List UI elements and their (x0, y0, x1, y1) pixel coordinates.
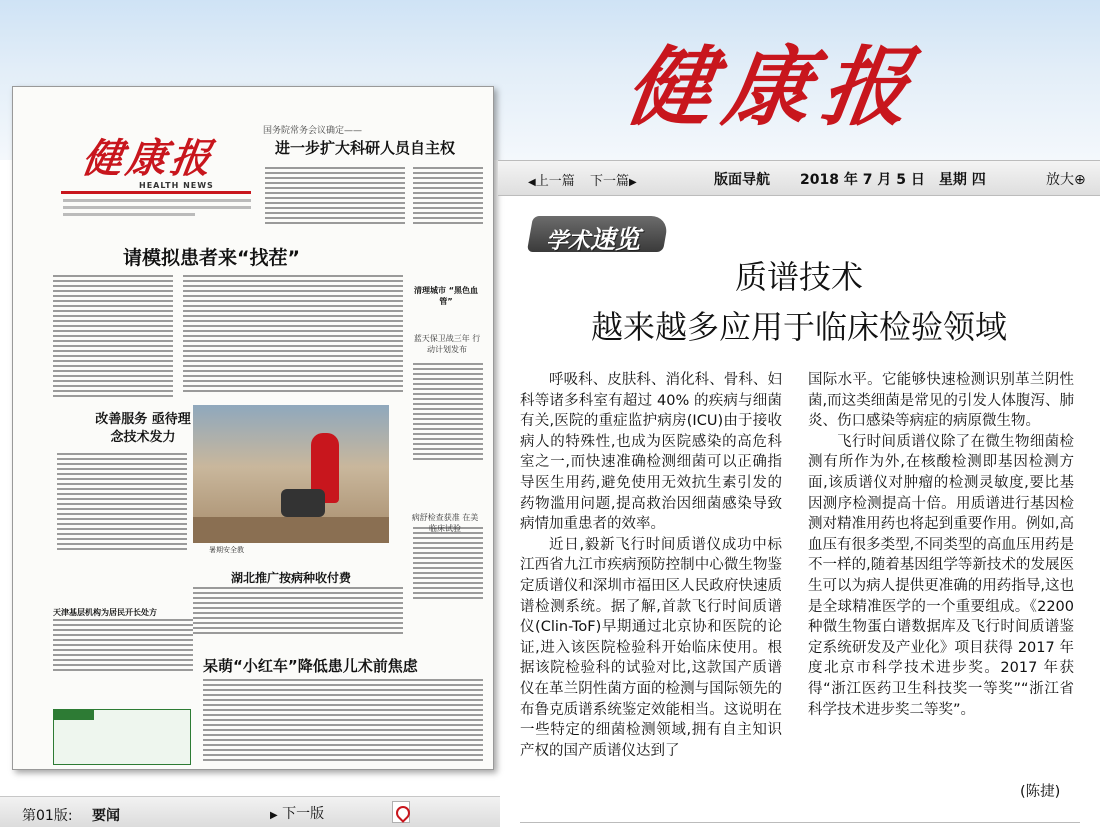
thumbnail-subtitle: HEALTH NEWS (139, 181, 214, 190)
article-byline: (陈捷) (1020, 784, 1061, 800)
thumbnail-photo-caption: 暑期安全教 (209, 546, 244, 554)
article-paragraph: 近日,毅新飞行时间质谱仪成功中标江西省九江市疾病预防控制中心微生物鉴定质谱仪和深圳市福田区人民政府快速质谱检测系统。据了解,首款飞行时间质谱仪(Clin-ToF)早期通过北京协和医院的论证,进入该医院检验科开始临床使用。根据该院检验科的试验对比,这款国产质谱仪在革兰阴性菌方面的检测与国际领先的布鲁克质谱系统鉴定效能相当。这说明在一些特定的细菌检测领域,拥有自主知识产权的国产质谱仪达到了 (520, 536, 782, 759)
thumbnail-text-block (183, 275, 403, 395)
thumbnail-side-headline[interactable]: 病舒检查获准 在美临床试验 (411, 513, 479, 533)
thumbnail-headline-top[interactable]: 进一步扩大科研人员自主权 (275, 139, 456, 157)
pdf-icon[interactable] (392, 801, 410, 823)
zoom-icon: ⊕ (1074, 172, 1086, 188)
thumbnail-red-bar (61, 191, 251, 194)
thumbnail-text-block (57, 453, 187, 553)
article-column-right (808, 370, 1074, 790)
article-title-line2: 越来越多应用于临床检验领域 (590, 308, 1007, 346)
edition-label: 第01版: (22, 808, 73, 824)
thumbnail-side-headline[interactable]: 蓝天保卫战三年 行动计划发布 (413, 334, 481, 354)
article-paragraph: 呼吸科、皮肤科、消化科、骨科、妇科等诸多科室有超过 40% 的疾病与细菌有关,医院的重症监护病房(ICU)由于接收病人的特殊性,也成为医院感染的高危科室之一,而快速准确检测细菌可以正确指导医生用药,避免使用无效抗生素引发的药物滥用问题,提高救治因细菌感染导致病情加重患者的效率。 (520, 372, 782, 533)
thumbnail-text-block (53, 275, 173, 400)
zoom-label: 放大 (1046, 172, 1074, 188)
bottom-divider (520, 822, 1080, 823)
thumbnail-ad-box (53, 709, 191, 765)
thumbnail-headline-bottom[interactable]: 呆萌“小红车”降低患儿术前焦虑 (203, 657, 418, 675)
thumbnail-text-block (413, 167, 483, 227)
newspaper-page-thumbnail[interactable] (12, 86, 494, 770)
next-edition-link[interactable] (270, 803, 324, 823)
article-title-line1: 质谱技术 (734, 258, 863, 296)
thumbnail-text-block (53, 619, 193, 674)
thumbnail-text-block (413, 527, 483, 602)
next-article-label: 下一篇 (590, 174, 630, 189)
article-paragraph: 飞行时间质谱仪除了在微生物细菌检测有所作为外,在核酸检测即基因检测方面,该质谱仪对肿瘤的检测灵敏度,要比基因测序检测提高十倍。用质谱进行基因检测对精准用药也将起到重要作用。例如,高血压有很多类型,不同类型的高血压用药是不一样的,随着基因组学等新技术的发展医生可以为病人提供更准确的用药指导,这也是全球精准医学的一个重要组成。《2200 种微生物蛋白谱数据库及飞行时间质谱鉴定系统研发及产业化》项目获得 2017 年度北京市科学技术进步奖。2017 年获得“浙江医药卫生科技奖一等奖”“浙江省科学技术进步奖二等奖”。 (808, 433, 1074, 718)
section-badge-text: 学术速览 (546, 225, 641, 254)
thumbnail-headline-main[interactable]: 请模拟患者来“找茬” (123, 247, 300, 269)
article-paragraph: 国际水平。它能够快速检测识别革兰阴性菌,而这类细菌是常见的引发人体腹泻、肺炎、伤口感染等病症的病原微生物。 (808, 372, 1074, 430)
triangle-left-icon: ◀ (528, 177, 536, 188)
prev-article-label: 上一篇 (535, 174, 575, 189)
thumbnail-text-block (413, 363, 483, 463)
masthead-logo: 健康报 (619, 37, 929, 138)
layout-nav-link[interactable]: 版面导航 (714, 172, 770, 188)
thumbnail-kicker: 国务院常务会议确定—— (263, 126, 363, 136)
thumbnail-headline-hubei[interactable]: 湖北推广按病种收付费 (231, 571, 352, 585)
thumbnail-text-block (193, 587, 403, 637)
zoom-button[interactable] (1046, 169, 1086, 189)
edition-name[interactable]: 要闻 (92, 808, 120, 824)
next-edition-label: 下一版 (282, 806, 325, 822)
thumbnail-headline-tianjin[interactable]: 天津基层机构为居民开长处方 (53, 608, 157, 617)
thumbnail-logo: 健康报 (79, 135, 218, 182)
thumbnail-text-block (265, 167, 405, 227)
thumbnail-headline-box[interactable]: 改善服务 亟待理念技术发力 (95, 412, 191, 445)
edition-nav (0, 796, 500, 827)
play-icon: ▶ (270, 810, 278, 821)
thumbnail-photo[interactable] (193, 405, 389, 543)
article-nav-bar (498, 160, 1100, 196)
thumbnail-text-block (203, 679, 483, 764)
thumbnail-info (63, 199, 251, 227)
issue-date: 2018 年 7 月 5 日 星期 四 (800, 172, 986, 188)
prev-article-link[interactable] (528, 170, 575, 189)
triangle-right-icon: ▶ (629, 177, 637, 188)
next-article-link[interactable] (590, 170, 637, 189)
thumbnail-side-headline[interactable]: 清理城市 “黑色血管” (413, 286, 479, 306)
article-column-left (520, 370, 782, 800)
